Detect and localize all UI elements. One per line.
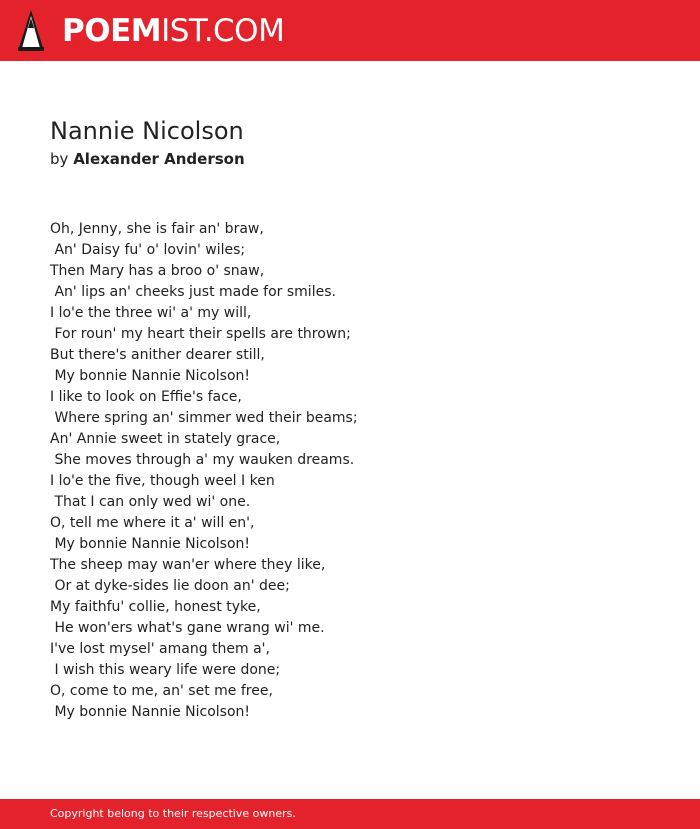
poem-byline (50, 149, 245, 169)
poem-line: My faithfu' collie, honest tyke, (50, 599, 261, 615)
poem-line: My bonnie Nannie Nicolson! (50, 536, 251, 552)
poem-line: I've lost mysel' amang them a', (50, 641, 270, 657)
poem-line: I wish this weary life were done; (50, 662, 281, 678)
poem-line: Then Mary has a broo o' snaw, (50, 263, 265, 279)
poem-line: Oh, Jenny, she is fair an' braw, (50, 221, 264, 237)
poem-line: I like to look on Effie's face, (50, 389, 242, 405)
poem-line: O, come to me, an' set me free, (50, 683, 273, 699)
pencil-icon[interactable] (18, 10, 44, 51)
poem-line: An' Annie sweet in stately grace, (50, 431, 281, 447)
byline-prefix: by (50, 150, 69, 168)
poem-title: Nannie Nicolson (50, 117, 244, 145)
poem-line: He won'ers what's gane wrang wi' me. (50, 620, 325, 636)
poem-line: That I can only wed wi' one. (50, 494, 251, 510)
poem-body (50, 219, 650, 723)
brand-light: IST.COM (161, 13, 285, 49)
brand-bold: POEM (62, 13, 162, 49)
site-header (0, 0, 700, 61)
poem-line: An' lips an' cheeks just made for smiles. (50, 284, 336, 300)
poem-line: Where spring an' simmer wed their beams; (50, 410, 358, 426)
poem-line: But there's anither dearer still, (50, 347, 265, 363)
poem-author: Alexander Anderson (73, 150, 245, 168)
poem-line: O, tell me where it a' will en', (50, 515, 255, 531)
copyright-text: Copyright belong to their respective owners. (50, 807, 296, 820)
poem-line: I lo'e the five, though weel I ken (50, 473, 275, 489)
poem-line: Or at dyke-sides lie doon an' dee; (50, 578, 290, 594)
poem-line: My bonnie Nannie Nicolson! (50, 704, 251, 720)
poem-line: For roun' my heart their spells are thrown; (50, 326, 351, 342)
poem-line: The sheep may wan'er where they like, (50, 557, 326, 573)
poem-line: My bonnie Nannie Nicolson! (50, 368, 251, 384)
poem-line: I lo'e the three wi' a' my will, (50, 305, 252, 321)
site-logo[interactable] (62, 13, 284, 49)
site-footer (0, 799, 700, 829)
poem-line: She moves through a' my wauken dreams. (50, 452, 355, 468)
poem-line: An' Daisy fu' o' lovin' wiles; (50, 242, 246, 258)
